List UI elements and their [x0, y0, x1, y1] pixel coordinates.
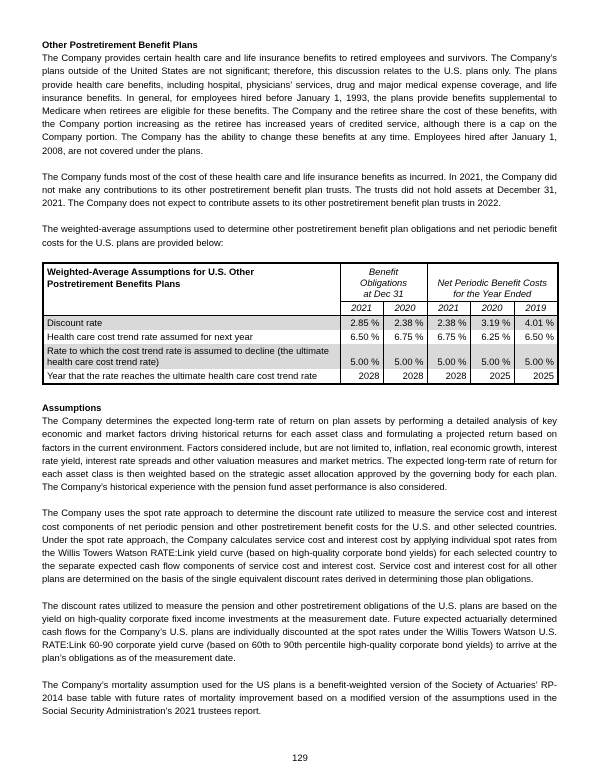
- row-label: Year that the rate reaches the ultimate health care cost trend rate: [47, 370, 318, 382]
- group2-line2: for the Year Ended: [453, 288, 532, 300]
- group1-line2: Obligations: [360, 277, 407, 289]
- section-heading-other-postretirement-benefit-plans: Other Postretirement Benefit Plans: [42, 39, 198, 50]
- paragraph-discount-rates: The discount rates utilized to measure the pension and other postretirement obligations of the U.S. plans are based on the yield on high-quality corporate fixed income investments at the measurement date. Future expected actuarially determined cash flows for the Company’s U.S. plans are individually discounted at the spot rates under the Willis Towers Watson U.S. RATE:Link 60-90 corporate yield curve (based on 60th to 90th percentile high-quality corporate bond yields) to arrive at the plan’s obligations as of the measurement date.: [42, 599, 557, 664]
- row-label: Discount rate: [43, 315, 340, 330]
- table-row-ultimate-trend-rate: [43, 344, 558, 369]
- paragraph-spot-rate-approach: The Company uses the spot rate approach to determine the discount rate utilized to measure the service cost and interest cost components of net periodic pension and other postretirement benefit costs for the U.S. and other selected countries. Under the spot rate approach, the Company calculates service cost and interest cost by applying individual spot rates from the Willis Towers Watson RATE:Link yield curve (based on high-quality corporate bond yields) for each selected country to the separate expected cash flow components of service cost and interest cost. Service cost and interest cost for all other plans are determined on the basis of the single equivalent discount rates derived in determining those plan obligations.: [42, 507, 557, 585]
- table-title-line2: Postretirement Benefits Plans: [47, 277, 181, 289]
- paragraph-mortality-assumption: The Company’s mortality assumption used for the US plans is a benefit-weighted version of the Society of Actuaries’ RP-2014 base table with future rates of mortality improvement based on a modified version of the assumptions used in the Social Security Administration’s 2021 trustees report.: [42, 678, 557, 716]
- cell-value: 2028: [340, 369, 383, 384]
- year-header-obligations-2021: 2021: [340, 301, 383, 315]
- year-header-costs-2019: 2019: [514, 301, 558, 315]
- section-heading-assumptions: Assumptions: [42, 401, 102, 413]
- cell-value: 5.00 %: [383, 344, 427, 369]
- cell-value: 5.00 %: [340, 344, 383, 369]
- group1-line3: at Dec 31: [363, 288, 404, 300]
- cell-value: 2028: [383, 369, 427, 384]
- table-group-header-row: [43, 263, 558, 301]
- table-row-discount-rate: [43, 315, 558, 330]
- cell-value: 2.38 %: [383, 315, 427, 330]
- row-label: Rate to which the cost trend rate is assumed to decline (the ultimate health care cost trend rate): [43, 344, 340, 369]
- cell-value: 6.25 %: [470, 330, 514, 344]
- cell-value: 5.00 %: [514, 344, 558, 369]
- year-header-obligations-2020: 2020: [383, 301, 427, 315]
- page-number: 129: [292, 752, 308, 763]
- year-header-costs-2020: 2020: [470, 301, 514, 315]
- paragraph-plan-description: The Company provides certain health care and life insurance benefits to retired employees and survivors. The Company’s plans outside of the United States are not significant; therefore, this discussion relates to the U.S. plans only. The plans provide health care benefits, including hospital, physicians’ services, drug and major medical expense coverage, and life insurance benefits. In general, for employees hired before January 1, 1993, the plans provide benefits supplemental to Medicare when retirees are eligible for these benefits. The Company and the retiree share the cost of these benefits, with the Company portion increasing as the retiree has increased years of credited service, although there is a cap on the Company portion. The Company has the ability to change these benefits at any time. Employees hired after January 1, 2008, are not covered under the plans.: [42, 52, 557, 156]
- cell-value: 6.50 %: [514, 330, 558, 344]
- cell-value: 3.19 %: [470, 315, 514, 330]
- column-group-net-periodic-costs: [427, 263, 558, 301]
- cell-value: 6.50 %: [340, 330, 383, 344]
- table-title-cell: [43, 263, 340, 315]
- cell-value: 5.00 %: [427, 344, 470, 369]
- year-header-costs-2021: 2021: [427, 301, 470, 315]
- paragraph-table-intro: The weighted-average assumptions used to determine other postretirement benefit plan obligations and net periodic benefit costs for the U.S. plans are provided below:: [42, 223, 557, 248]
- row-label: Health care cost trend rate assumed for next year: [47, 331, 253, 343]
- table-row-health-care-trend-rate: [43, 330, 558, 344]
- cell-value: 2028: [427, 369, 470, 384]
- paragraph-expected-return: The Company determines the expected long-term rate of return on plan assets by performing a detailed analysis of key economic and market factors driving historical returns for each asset class and formulating a projected return based on factors in the current environment. Factors considered include, but are not limited to, inflation, real economic growth, interest rate yield, interest rate spreads and other valuation measures and market metrics. The expected long-term rate of return for each asset class is then weighted based on the strategic asset allocation approved by the governing body for each plan. The Company’s historical experience with the pension fund asset performance is also considered.: [42, 415, 557, 493]
- column-group-benefit-obligations: [340, 263, 427, 301]
- paragraph-funding: The Company funds most of the cost of these health care and life insurance benefits as incurred. In 2021, the Company did not make any contributions to its other postretirement benefit plan trusts. The trusts did not hold assets at December 31, 2021. The Company does not expect to contribute assets to its other postretirement benefit plan trusts in 2022.: [42, 170, 557, 209]
- cell-value: 5.00 %: [470, 344, 514, 369]
- weighted-average-assumptions-table: [42, 262, 559, 385]
- cell-value: 2.38 %: [427, 315, 470, 330]
- table-row-year-reaches-ultimate-rate: [43, 369, 558, 384]
- cell-value: 2025: [470, 369, 514, 384]
- group1-line1: Benefit: [368, 265, 399, 277]
- cell-value: 2025: [514, 369, 558, 384]
- cell-value: 2.85 %: [340, 315, 383, 330]
- cell-value: 6.75 %: [427, 330, 470, 344]
- cell-value: 6.75 %: [383, 330, 427, 344]
- cell-value: 4.01 %: [514, 315, 558, 330]
- table-title-line1: Weighted-Average Assumptions for U.S. Other: [47, 265, 254, 277]
- group2-line1: Net Periodic Benefit Costs: [437, 277, 547, 289]
